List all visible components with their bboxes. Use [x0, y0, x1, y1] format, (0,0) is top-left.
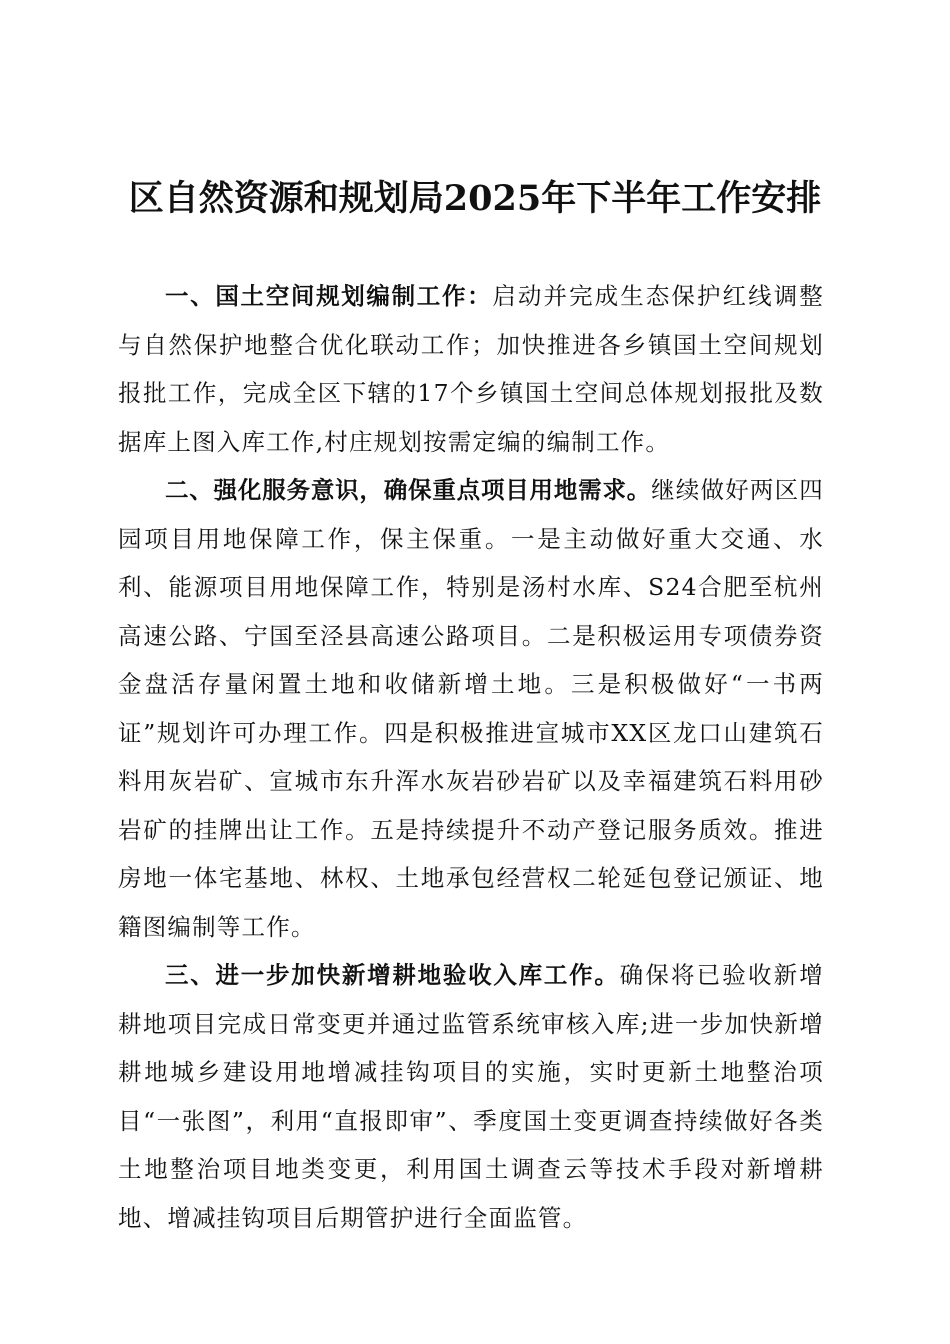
document-body	[118, 272, 824, 1242]
document-title: 区自然资源和规划局2025年下半年工作安排	[128, 178, 822, 219]
section-planning	[118, 272, 824, 466]
section-heading: 一、国土空间规划编制工作：	[165, 282, 493, 310]
section-farmland	[118, 951, 824, 1242]
section-heading: 三、进一步加快新增耕地验收入库工作。	[165, 961, 620, 989]
section-text: 启动并完成生态保护红线调整与自然保护地整合优化联动工作；加快推进各乡镇国土空间规划报批工作，完成全区下辖的17个乡镇国土空间总体规划报批及数据库上图入库工作,村庄规划按需定编的编制工作。	[118, 282, 824, 456]
section-text: 继续做好两区四园项目用地保障工作，保主保重。一是主动做好重大交通、水利、能源项目用地保障工作，特别是汤村水库、S24合肥至杭州高速公路、宁国至泾县高速公路项目。二是积极运用专项债券资金盘活存量闲置土地和收储新增土地。三是积极做好“一书两证”规划许可办理工作。四是积极推进宣城市XX区龙口山建筑石料用灰岩矿、宣城市东升浑水灰岩砂岩矿以及幸福建筑石料用砂岩矿的挂牌出让工作。五是持续提升不动产登记服务质效。推进房地一体宅基地、林权、土地承包经营权二轮延包登记颁证、地籍图编制等工作。	[118, 476, 824, 941]
section-text: 确保将已验收新增耕地项目完成日常变更并通过监管系统审核入库;进一步加快新增耕地城乡建设用地增减挂钩项目的实施，实时更新土地整治项目“一张图”，利用“直报即审”、季度国土变更调查持续做好各类土地整治项目地类变更，利用国土调查云等技术手段对新增耕地、增减挂钩项目后期管护进行全面监管。	[118, 961, 824, 1232]
section-land-use	[118, 466, 824, 951]
section-heading: 二、强化服务意识，确保重点项目用地需求。	[165, 476, 652, 504]
